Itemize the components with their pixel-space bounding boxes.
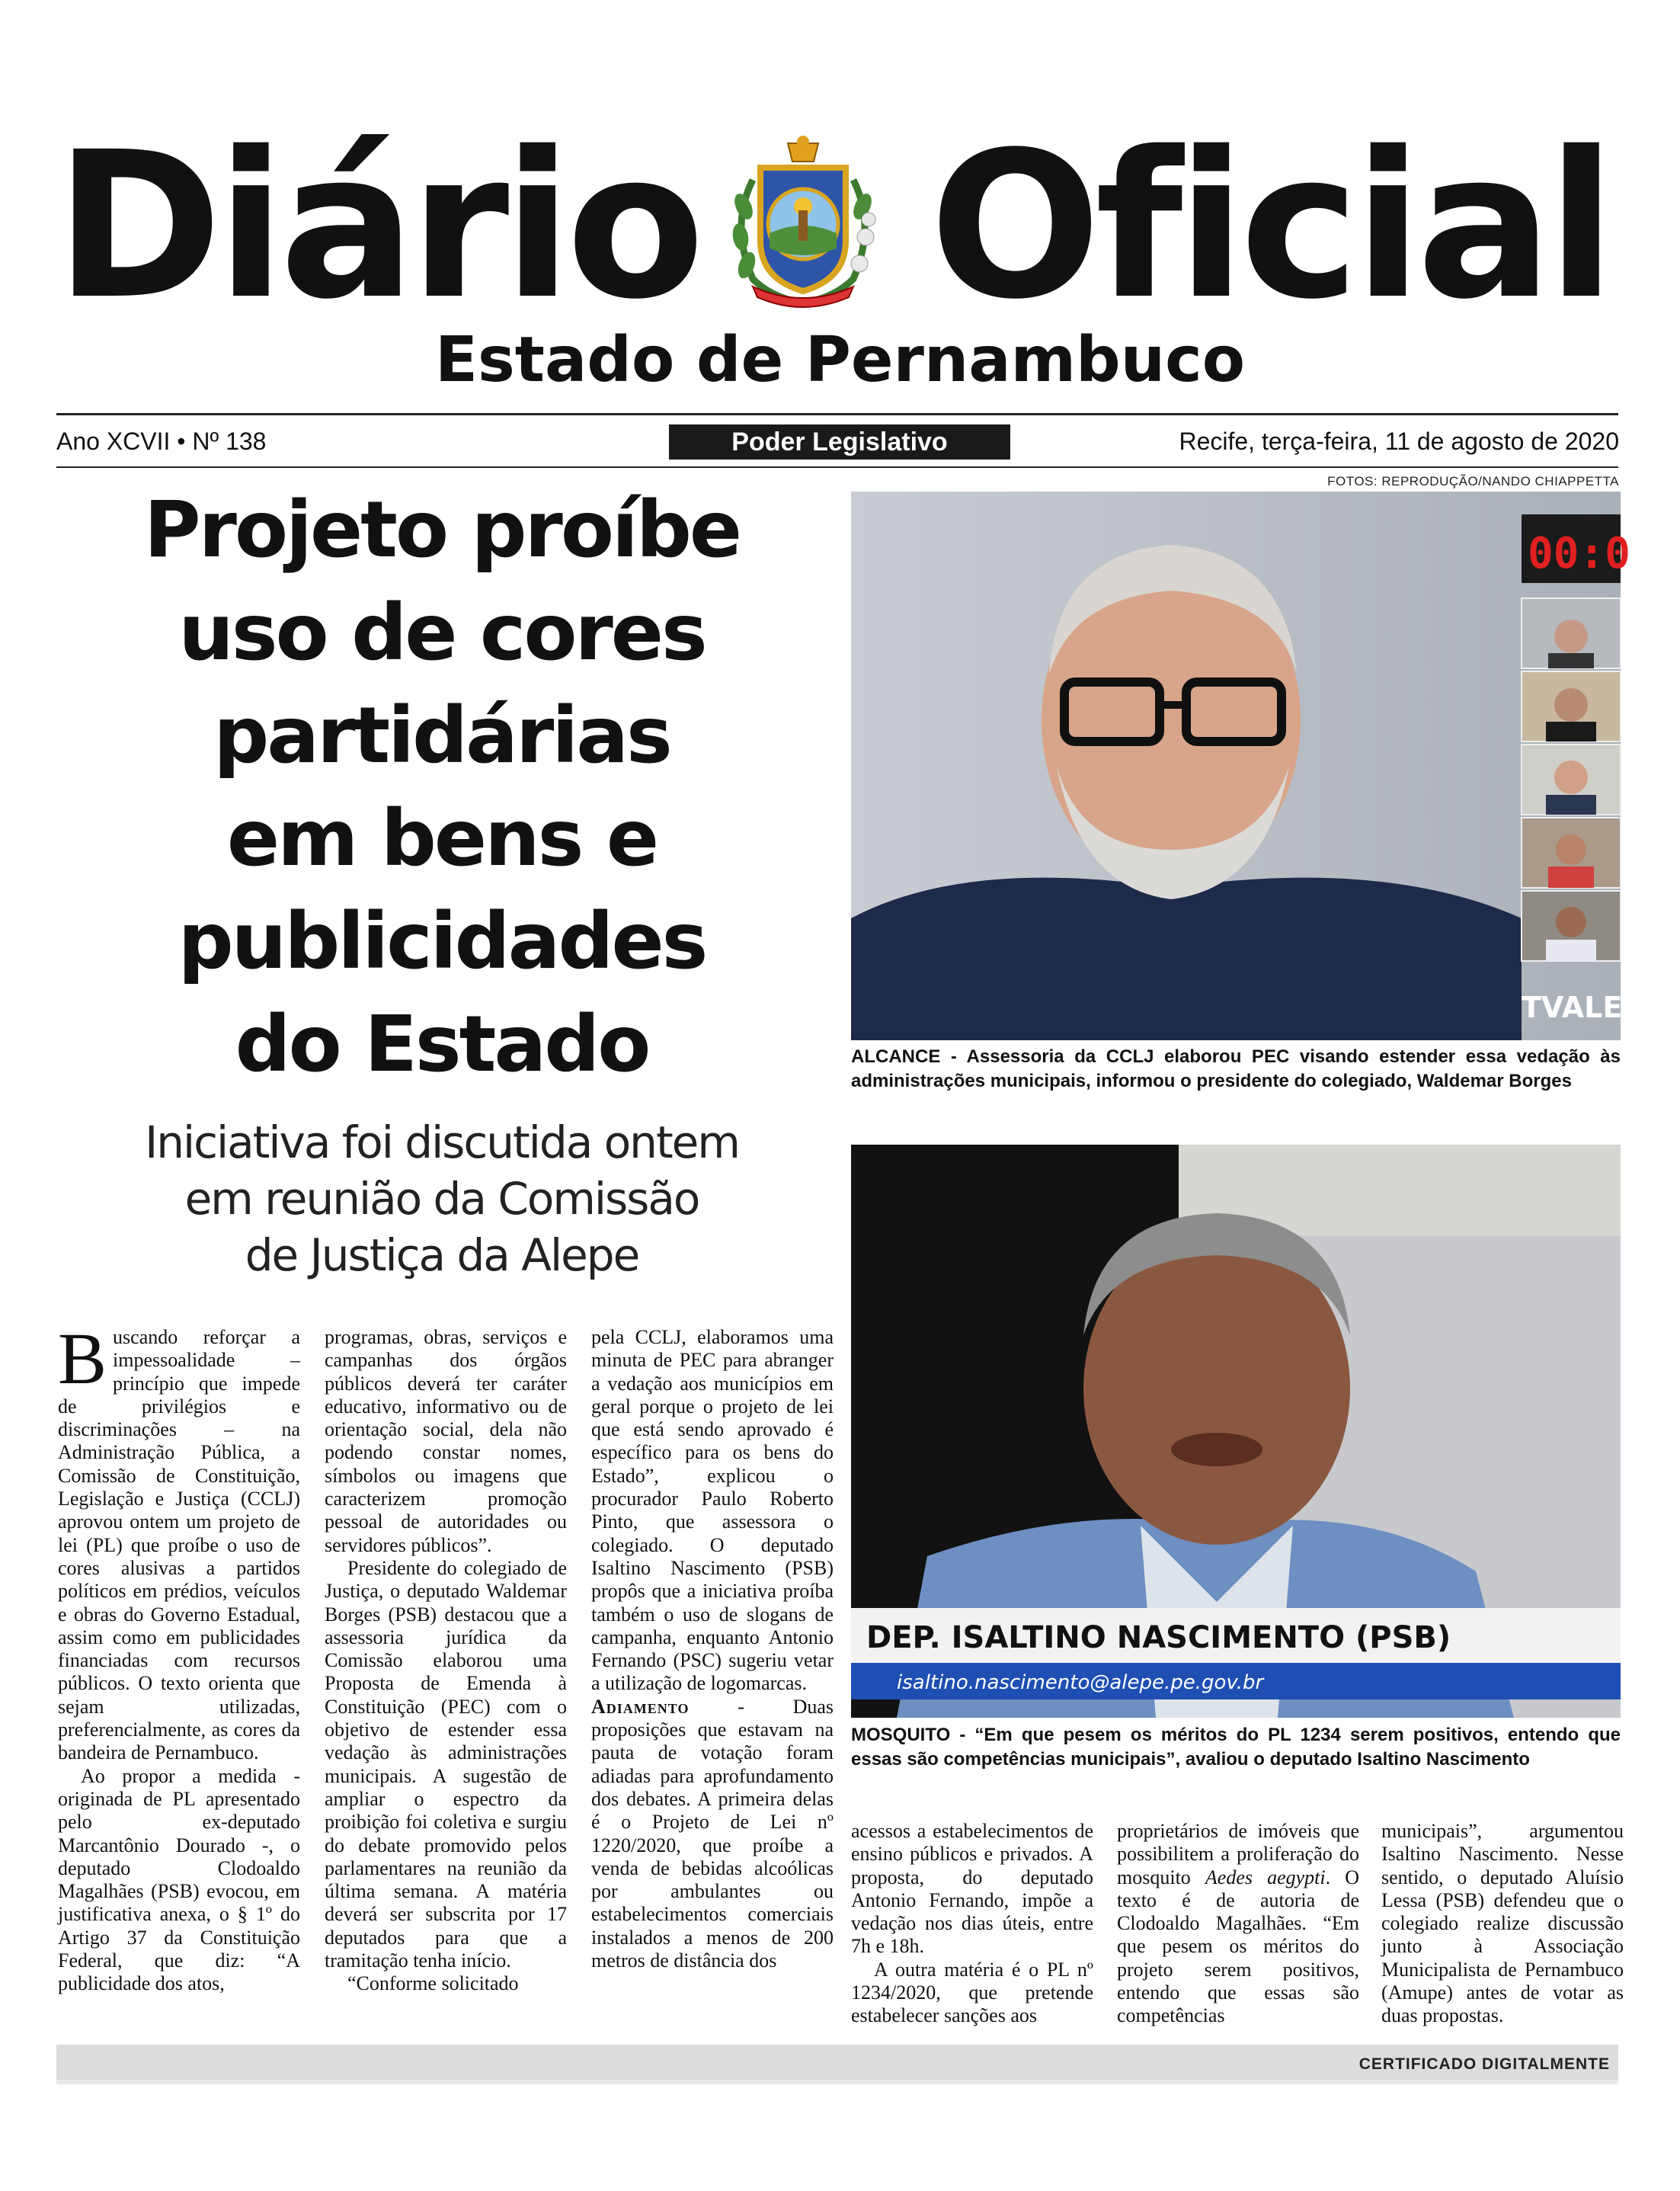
top-rule — [56, 413, 1618, 415]
subheadline — [69, 1114, 815, 1283]
masthead-title-right: Oficial — [930, 109, 1610, 344]
paragraph: pela CCLJ, elaboramos uma minuta de PEC para abranger a vedação aos municípios em geral porque o projeto de lei que está sendo aprovado é específico para os bens do Estado”, explicou o procurador Paulo Roberto Pinto, que assessora o colegiado. O deputado Isaltino Nascimento (PSB) propôs que a iniciativa proíba também o uso de slogans de campanha, enquanto Antonio Fernando (PSC) sugeriu vetar a utilização de logomarcas. — [591, 1326, 834, 1695]
species-name: Aedes aegypti — [1205, 1866, 1326, 1888]
paragraph: Ao propor a medida - originada de PL apresentado pelo ex-deputado Marcantônio Dourado -, o deputado Clodoaldo Magalhães (PSB) evocou, em justificativa anexa, o § 1º do Artigo 37 da Constituição Federal, que diz: “A publicidade dos atos, — [58, 1764, 300, 1995]
masthead-title-left: Diário — [55, 109, 699, 344]
headline-line: em bens e — [226, 793, 658, 884]
headline-line: uso de cores — [178, 588, 706, 678]
headline-line: Projeto proíbe — [143, 485, 741, 575]
photo2-caption: MOSQUITO - “Em que pesem os méritos do PL 1234 serem positivos, entendo que essas são competências municipais”, avaliou o deputado Isaltino Nascimento — [851, 1725, 1621, 1770]
participant-thumbnails — [1522, 598, 1621, 961]
article-column-3 — [591, 1326, 834, 1972]
certified-label: CERTIFICADO DIGITALMENTE — [1358, 2055, 1610, 2073]
headline-line: do Estado — [235, 999, 649, 1090]
paragraph: . O texto é de autoria de Clodoaldo Magalhães. “Em que pesem os méritos do projeto serem positivos, entendo que essas são competências — [1117, 1866, 1360, 2027]
headline-line: partidárias — [213, 690, 670, 781]
paragraph: acessos a estabelecimentos de ensino públicos e privados. A proposta, do deputado Antonio Fernando, impõe a vedação nos dias úteis, entre 7h e 18h. — [851, 1820, 1093, 1958]
section-lead: Adiamento — [591, 1695, 690, 1718]
article-column-5 — [1117, 1820, 1359, 2028]
tv-alepe-watermark: TVALEPE — [1522, 991, 1664, 1024]
issue-number: Ano XCVII • Nº 138 — [56, 428, 267, 455]
subheadline-line: Iniciativa foi discutida ontem — [145, 1116, 739, 1168]
pernambuco-coat-of-arms-icon — [722, 134, 884, 306]
paragraph: proprietários de imóveis que possibilitem a proliferação do mosquito — [1117, 1820, 1359, 1888]
lower-third-name: DEP. ISALTINO NASCIMENTO (PSB) — [866, 1620, 1451, 1655]
article-column-4 — [851, 1820, 1093, 2028]
photo-credit: FOTOS: REPRODUÇÃO/NANDO CHIAPPETTA — [1327, 474, 1619, 488]
paragraph: - Duas proposições que estavam na pauta de votação foram adiadas para aprofundamento dos debates. A primeira delas é o Projeto de Lei nº 1220/2020, que proíbe a venda de bebidas alcoólicas por ambulantes ou estabelecimentos comerciais instalados a menos de 200 metros de distância dos — [591, 1695, 834, 1972]
subheadline-line: em reunião da Comissão — [184, 1173, 699, 1225]
bottom-rule — [56, 466, 1618, 468]
paragraph: “Conforme solicitado — [347, 1972, 519, 1995]
paragraph: A outra matéria é o PL nº 1234/2020, que pretende estabelecer sanções aos — [851, 1958, 1093, 2027]
paragraph: uscando reforçar a impessoalidade – princípio que impede de privilégios e discriminações – na Administração Pública, a Comissão de Constituição, Legislação e Justiça (CCLJ) aprovou ontem um projeto de lei (PL) que proíbe o uso de cores alusivas a partidos políticos em prédios, veículos e obras do Governo Estadual, assim como em publicidades financiadas com recursos públicos. O texto orienta que sejam utilizadas, preferencialmente, as cores da bandeira de Pernambuco. — [58, 1326, 300, 1764]
paragraph: municipais”, argumentou Isaltino Nascimento. Nesse sentido, o deputado Aluísio Lessa (PSB) defendeu que o colegiado realize discussão junto à Associação Municipalista de Pernambuco (Amupe) antes de votar as duas propostas. — [1381, 1820, 1624, 2027]
lower-third-email: isaltino.nascimento@alepe.pe.gov.br — [897, 1671, 1264, 1694]
article-column-6 — [1381, 1820, 1624, 2028]
footer-bar-shadow — [56, 2080, 1618, 2084]
dateline: Recife, terça-feira, 11 de agosto de 2020 — [1179, 428, 1619, 455]
subheadline-line: de Justiça da Alepe — [245, 1229, 639, 1281]
article-column-1 — [58, 1318, 300, 1996]
state-name: Estado de Pernambuco — [434, 324, 1246, 396]
article-column-2 — [325, 1326, 567, 1996]
photo-isaltino-nascimento — [851, 1145, 1621, 1718]
photo2-illustration — [851, 1145, 1621, 1718]
photo1-caption: ALCANCE - Assessoria da CCLJ elaborou PEC visando estender essa vedação às administrações municipais, informou o presidente do colegiado, Waldemar Borges — [851, 1046, 1621, 1091]
paragraph: programas, obras, serviços e campanhas dos órgãos públicos deverá ter caráter educativo, informativo ou de orientação social, dela não podendo constar nomes, símbolos ou imagens que caracterizem promoção pessoal de autoridades ou servidores públicos”. — [325, 1326, 567, 1556]
photo-waldemar-borges — [851, 492, 1664, 1040]
drop-cap: B — [58, 1318, 107, 1399]
photo1-illustration — [851, 492, 1664, 1040]
headline-line: publicidades — [178, 896, 706, 987]
paragraph: Presidente do colegiado de Justiça, o deputado Waldemar Borges (PSB) destacou que a assessoria jurídica da Comissão elaborou uma Proposta de Emenda à Constituição (PEC) com o objetivo de estender essa vedação às administrações municipais. A sugestão de ampliar o espectro da proibição foi coletiva e surgiu do debate promovido pelos parlamentares na reunião da última semana. A matéria deverá ser subscrita por 17 deputados para que a tramitação tenha início. — [325, 1556, 567, 1972]
branch-label: Poder Legislativo — [669, 424, 1010, 460]
timer-text: 00:0 — [1528, 529, 1630, 578]
headline — [76, 479, 808, 1096]
